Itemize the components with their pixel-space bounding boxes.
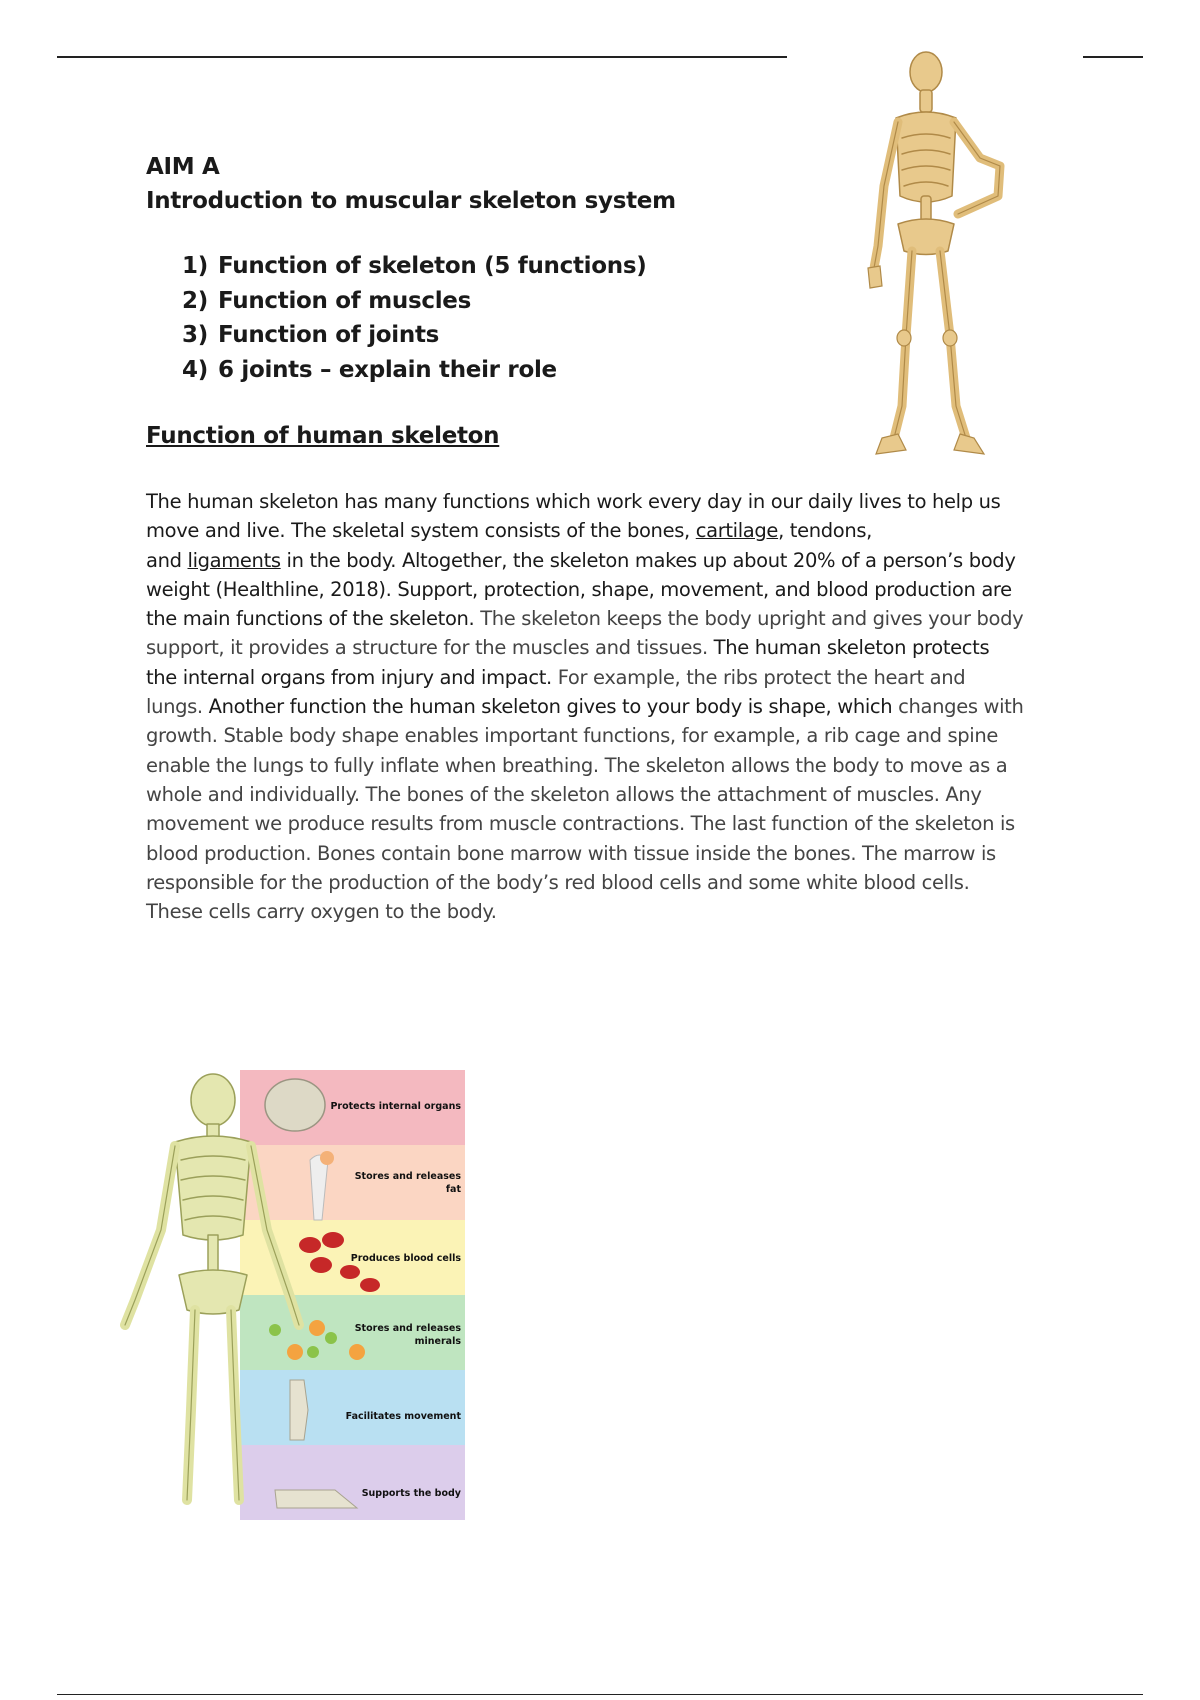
list-text: Function of muscles (218, 287, 471, 314)
text-run: move and live. The skeletal system consists of the bones, (146, 519, 696, 543)
fat-icon (320, 1151, 334, 1165)
paragraph-line: enable the lungs to fully inflate when breathing. The skeleton allows the body to move as a (146, 753, 1008, 777)
paragraph-line (146, 663, 1066, 692)
header-rule-left (57, 56, 787, 58)
list-number: 3) (182, 322, 208, 348)
text-run: The human skeleton protects (707, 636, 990, 660)
full-skeleton-icon (175, 1074, 251, 1314)
text-run: lungs. (146, 695, 203, 719)
text-run: in the body. Altogether, the skeleton makes up about 20% of a person’s body (280, 548, 1016, 572)
band-movement (240, 1370, 465, 1445)
list-item (182, 353, 646, 388)
pelvis-shape (898, 219, 954, 255)
body-paragraph (146, 487, 1066, 926)
text-run: and (146, 548, 188, 572)
paragraph-line (146, 692, 1066, 721)
ribcage-shape (896, 112, 956, 202)
paragraph-line (146, 516, 1066, 545)
skull-shape (910, 52, 942, 92)
list-text: Function of joints (218, 322, 440, 348)
text-run: the internal organs from injury and impact. (146, 665, 558, 689)
text-run: For example, the ribs protect the heart and (557, 665, 966, 689)
band-label: Produces blood cells (350, 1253, 461, 1264)
list-item (182, 249, 646, 284)
knee-icon (290, 1380, 308, 1440)
paragraph-line: These cells carry oxygen to the body. (146, 900, 497, 924)
paragraph-line: movement we produce results from muscle contractions. The last function of the skeleton is (146, 812, 1015, 836)
text-run: Another function the human skeleton gives to your body is shape, which (202, 695, 899, 719)
text-run: The skeleton keeps the body upright and gives your body (480, 607, 1024, 631)
band-supports (240, 1445, 465, 1520)
list-item (182, 284, 646, 319)
page-title: Introduction to muscular skeleton system (146, 188, 676, 214)
paragraph-line (146, 604, 1066, 633)
band-label: Stores and releases fat (354, 1171, 461, 1195)
paragraph-line: The human skeleton has many functions which work every day in our daily lives to help us (146, 490, 1001, 513)
paragraph-line: whole and individually. The bones of the skeleton allows the attachment of muscles. Any (146, 782, 982, 806)
list-number: 1) (182, 253, 208, 279)
paragraph-line: responsible for the production of the body’s red blood cells and some white blood cells. (146, 870, 970, 894)
band-label: Supports the body (361, 1488, 461, 1499)
footer-rule (57, 1694, 1143, 1695)
section-heading: Function of human skeleton (146, 423, 500, 449)
list-text: 6 joints – explain their role (218, 356, 557, 383)
aim-label: AIM A (146, 154, 220, 180)
text-run: support, it provides a structure for the muscles and tissues. (146, 636, 708, 660)
list-text: Function of skeleton (5 functions) (218, 253, 647, 279)
text-run: , tendons, (778, 519, 873, 543)
skeleton-illustration (860, 46, 1040, 476)
band-label: Protects internal organs (330, 1101, 461, 1112)
cartilage-link[interactable]: cartilage (695, 519, 779, 543)
text-run: changes with (898, 695, 1024, 719)
band-label: Stores and releases minerals (354, 1323, 461, 1347)
list-item (182, 318, 646, 353)
skull-icon (265, 1079, 325, 1131)
document-heading (146, 150, 676, 218)
paragraph-line: weight (Healthline, 2018). Support, protection, shape, movement, and blood production are (146, 577, 1012, 601)
skeleton-functions-figure (95, 1060, 475, 1535)
band-label: Facilitates movement (345, 1411, 461, 1422)
header-rule-right (1083, 56, 1143, 58)
paragraph-line: blood production. Bones contain bone marrow with tissue inside the bones. The marrow is (146, 841, 996, 865)
text-run: the main functions of the skeleton. (146, 607, 481, 631)
paragraph-line (146, 633, 1066, 662)
objectives-list (182, 249, 646, 387)
paragraph-line (146, 546, 1066, 575)
list-number: 2) (182, 287, 208, 314)
functions-figure-art (95, 1060, 475, 1535)
list-number: 4) (182, 356, 208, 383)
ligaments-link[interactable]: ligaments (187, 548, 281, 572)
paragraph-line: growth. Stable body shape enables important functions, for example, a rib cage and spine (146, 724, 999, 748)
